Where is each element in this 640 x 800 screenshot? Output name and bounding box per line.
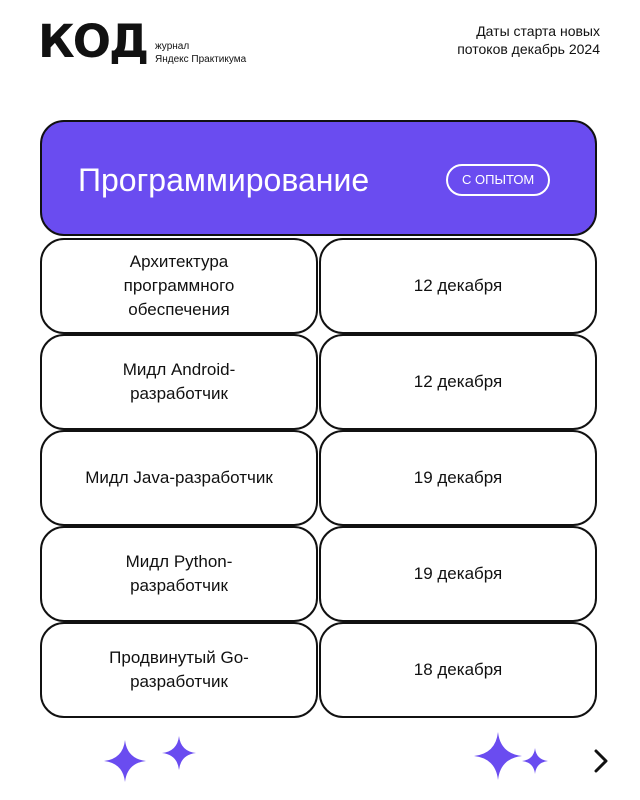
course-name-cell [40, 622, 318, 718]
course-date-cell [319, 622, 597, 718]
sparkle-icon [104, 740, 146, 782]
course-date: 19 декабря [413, 564, 503, 583]
header [0, 0, 640, 100]
sparkle-icon [474, 732, 522, 780]
logo: КОД [38, 15, 148, 68]
course-date-cell [319, 526, 597, 622]
course-name: Мидл Java-разработчик [85, 468, 273, 487]
course-name-cell [40, 238, 318, 334]
course-date: 18 декабря [413, 660, 503, 679]
course-name: Мидл Python-разработчик [125, 552, 233, 595]
course-name-cell [40, 334, 318, 430]
course-name-cell [40, 430, 318, 526]
hero-title: Программирование [78, 162, 370, 198]
hero-banner [40, 120, 597, 236]
course-date-cell [319, 334, 597, 430]
chevron-right-icon[interactable] [586, 746, 616, 776]
logo-subtitle [155, 40, 246, 66]
course-name: Архитектура программного обеспечения [123, 252, 235, 319]
promo-line1: Даты старта новых [476, 23, 600, 39]
experience-badge: С ОПЫТОМ [446, 164, 550, 196]
course-name: Мидл Android-разработчик [122, 360, 236, 403]
course-date-cell [319, 238, 597, 334]
logo-subtitle-line2: Яндекс Практикума [155, 54, 247, 65]
course-date: 12 декабря [413, 276, 503, 295]
course-name: Продвинутый Go-разработчик [109, 648, 249, 691]
course-date-cell [319, 430, 597, 526]
course-date: 19 декабря [413, 468, 503, 487]
promo-line2: потоков декабрь 2024 [457, 41, 600, 57]
course-name-cell [40, 526, 318, 622]
sparkle-icon [162, 736, 196, 770]
sparkle-icon [522, 748, 548, 774]
course-date: 12 декабря [413, 372, 503, 391]
promo-text [457, 22, 600, 58]
logo-subtitle-line1: журнал [155, 41, 190, 52]
